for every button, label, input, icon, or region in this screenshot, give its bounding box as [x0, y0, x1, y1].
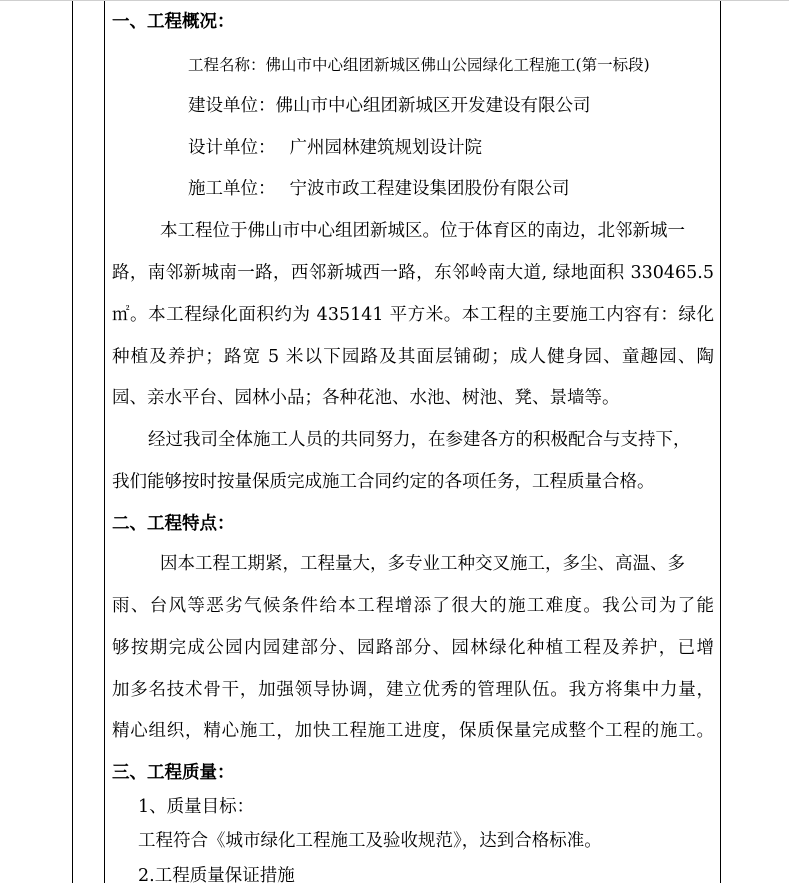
- page-top-edge: [0, 0, 789, 1]
- table-border-left-inner: [104, 0, 105, 883]
- overview-para2-line1: 经过我司全体施工人员的共同努力，在参建各方的积极配合与支持下，: [148, 430, 691, 450]
- overview-para1-line5: 园、亲水平台、园林小品；各种花池、水池、树池、凳、景墙等。: [112, 388, 620, 408]
- builder-label: 建设单位：: [188, 96, 276, 116]
- project-name-label: 工程名称：: [188, 56, 266, 74]
- overview-para1-line1: 本工程位于佛山市中心组团新城区。位于体育区的南边，北邻新城一: [160, 221, 685, 241]
- builder-row: [188, 94, 591, 118]
- features-line2: 雨、台风等恶劣气候条件给本工程增添了很大的施工难度。我公司为了能: [112, 596, 714, 616]
- features-line1: 因本工程工期紧，工程量大，多专业工种交叉施工，多尘、高温、多: [160, 554, 685, 574]
- quality-item2: 2.工程质量保证措施: [138, 866, 295, 886]
- contractor-row: [188, 177, 570, 201]
- quality-item1: 1、质量目标：: [138, 797, 255, 817]
- overview-para1-line3: ㎡。本工程绿化面积约为 435141 平方米。本工程的主要施工内容有：绿化: [112, 305, 714, 325]
- designer-label: 设计单位：: [188, 138, 276, 158]
- features-line3: 够按期完成公园内园建部分、园路部分、园林绿化种植工程及养护，已增: [112, 638, 714, 658]
- project-name-row: [188, 53, 650, 77]
- designer-value: 广州园林建筑规划设计院: [289, 138, 482, 158]
- overview-heading: 一、工程概况：: [112, 12, 235, 32]
- overview-para1-line4: 种植及养护；路宽 5 米以下园路及其面层铺砌；成人健身园、童趣园、陶: [112, 347, 714, 367]
- overview-para1-line2: 路，南邻新城南一路，西邻新城西一路，东邻岭南大道, 绿地面积 330465.5: [112, 263, 714, 283]
- features-line5: 精心组织，精心施工，加快工程施工进度，保质保量完成整个工程的施工。: [112, 721, 714, 741]
- quality-heading: 三、工程质量：: [112, 763, 235, 783]
- table-border-right: [720, 0, 721, 883]
- quality-item1-text: 工程符合《城市绿化工程施工及验收规范》，达到合格标准。: [138, 831, 602, 851]
- project-name-value: 佛山市中心组团新城区佛山公园绿化工程施工(第一标段): [265, 56, 650, 74]
- table-border-left-outer: [72, 0, 73, 883]
- features-line4: 加多名技术骨干，加强领导协调，建立优秀的管理队伍。我方将集中力量，: [112, 680, 714, 700]
- overview-para2-line2: 我们能够按时按量保质完成施工合同约定的各项任务，工程质量合格。: [112, 472, 655, 492]
- features-heading: 二、工程特点：: [112, 514, 235, 534]
- contractor-label: 施工单位：: [188, 179, 276, 199]
- designer-row: [188, 136, 482, 160]
- builder-value: 佛山市中心组团新城区开发建设有限公司: [275, 96, 591, 116]
- contractor-value: 宁波市政工程建设集团股份有限公司: [289, 179, 570, 199]
